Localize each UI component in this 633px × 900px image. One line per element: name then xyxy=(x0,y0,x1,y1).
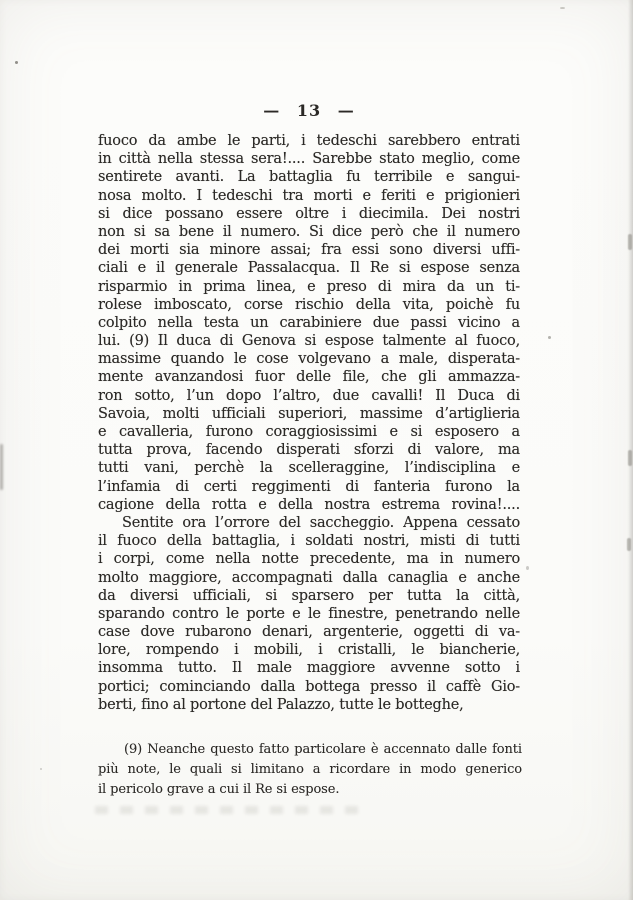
text-line: mente avanzandosi fuor delle file, che gli ammazza- xyxy=(98,369,520,386)
text-line: portici; cominciando dalla bottega presso il caffè Gio- xyxy=(98,678,520,695)
text-line: lore, rompendo i mobili, i cristalli, le biancherie, xyxy=(98,642,520,659)
text-line: ciali e il generale Passalacqua. Il Re si espose senza xyxy=(98,260,520,277)
text-line: case dove rubarono denari, argenterie, oggetti di va- xyxy=(98,624,520,641)
text-line: Sentite ora l’orrore del saccheggio. Appena cessato xyxy=(122,514,520,531)
text-line: ron sotto, l’un dopo l’altro, due cavalli! Il Duca di xyxy=(98,387,520,404)
text-line: colpito nella testa un carabiniere due passi vicino a xyxy=(98,314,520,331)
text-line: molto maggiore, accompagnati dalla canaglia e anche xyxy=(98,569,520,586)
scan-speck xyxy=(560,7,565,9)
scan-bleedthrough xyxy=(95,806,365,814)
text-line: (9) Neanche questo fatto particolare è accennato dalle fonti xyxy=(124,742,522,757)
text-line: si dice possano essere oltre i diecimila. Dei nostri xyxy=(98,205,520,222)
scan-speck xyxy=(40,768,42,770)
scan-speck xyxy=(526,566,529,570)
text-line: da diversi ufficiali, si sparsero per tutta la città, xyxy=(98,587,520,604)
text-line: sentirete avanti. La battaglia fu terribile e sangui- xyxy=(98,169,520,186)
page-number: — 13 — xyxy=(263,101,355,120)
text-line: in città nella stessa sera!.... Sarebbe stato meglio, come xyxy=(98,151,520,168)
text-line: il pericolo grave a cui il Re si espose. xyxy=(98,782,340,797)
text-line: risparmio in prima linea, e preso di mira da un ti- xyxy=(98,278,520,295)
text-line: cagione della rotta e della nostra estrema rovina!.... xyxy=(98,496,520,513)
scan-artifact-dash xyxy=(0,444,3,490)
text-line: i corpi, come nella notte precedente, ma in numero xyxy=(98,551,520,568)
text-line: tutti vani, perchè la scelleraggine, l’indisciplina e xyxy=(98,460,520,477)
text-line: tutta prova, facendo disperati sforzi di valore, ma xyxy=(98,442,520,459)
footnote xyxy=(98,740,522,800)
text-line: insomma tutto. Il male maggiore avvenne sotto i xyxy=(98,660,520,677)
text-line: più note, le quali si limitano a ricordare in modo generico xyxy=(98,762,522,777)
text-line: rolese imboscato, corse rischio della vita, poichè fu xyxy=(98,296,520,313)
text-line: massime quando le cose volgevano a male, disperata- xyxy=(98,351,520,368)
text-line: nosa molto. I tedeschi tra morti e feriti e prigionieri xyxy=(98,187,520,204)
text-line: fuoco da ambe le parti, i tedeschi sarebbero entrati xyxy=(98,133,520,149)
text-line: il fuoco della battaglia, i soldati nostri, misti di tutti xyxy=(98,533,520,550)
text-line: e cavalleria, furono coraggiosissimi e si esposero a xyxy=(98,424,520,440)
text-line: non si sa bene il numero. Si dice però che il numero xyxy=(98,223,520,240)
text-line: dei morti sia minore assai; fra essi sono diversi uffi- xyxy=(98,242,520,259)
scan-artifact-tick xyxy=(628,450,632,466)
text-line: sparando contro le porte e le finestre, penetrando nelle xyxy=(98,605,520,622)
text-line: berti, fino al portone del Palazzo, tutte le botteghe, xyxy=(98,696,464,713)
scan-artifact-tick xyxy=(627,538,631,551)
text-line: l’infamia di certi reggimenti di fanteria furono la xyxy=(98,478,520,495)
scan-speck xyxy=(548,336,551,339)
scan-speck xyxy=(15,61,18,64)
body-text xyxy=(98,132,520,714)
scan-artifact-tick xyxy=(628,234,632,250)
text-line: Savoia, molti ufficiali superiori, massime d’artiglieria xyxy=(98,405,520,422)
text-line: lui. (9) Il duca di Genova si espose talmente al fuoco, xyxy=(98,333,520,350)
